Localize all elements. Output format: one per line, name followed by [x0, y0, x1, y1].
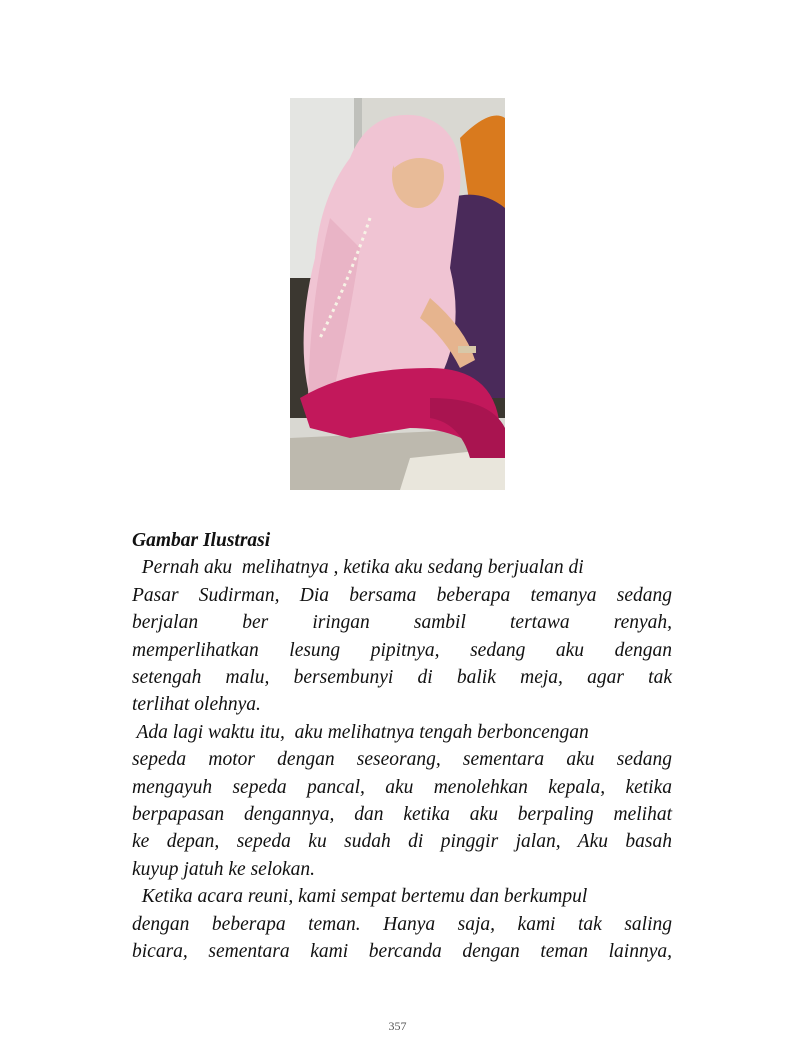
text-line: berpapasan dengannya, dan ketika aku berpaling melihat: [132, 804, 672, 826]
text-line: mengayuh sepeda pancal, aku menolehkan kepala, ketika: [132, 776, 672, 798]
text-line: bicara, sementara kami bercanda dengan teman lainnya,: [132, 941, 672, 963]
body-text: [132, 527, 672, 966]
text-line: memperlihatkan lesung pipitnya, sedang aku dengan: [132, 639, 672, 661]
text-line: kuyup jatuh ke selokan.: [132, 858, 316, 880]
caption-heading: Gambar Ilustrasi: [132, 530, 271, 551]
text-line: Ketika acara reuni, kami sempat bertemu dan berkumpul: [132, 886, 588, 908]
text-line: dengan beberapa teman. Hanya saja, kami tak saling: [132, 913, 672, 935]
page-number: 357: [388, 1019, 407, 1033]
illustration-photo: [290, 98, 505, 490]
photo-scene: [290, 98, 505, 490]
text-line: ke depan, sepeda ku sudah di pinggir jalan, Aku basah: [132, 831, 672, 853]
text-line: Ada lagi waktu itu, aku melihatnya tengah berboncengan: [132, 721, 589, 743]
text-line: berjalan ber iringan sambil tertawa renyah,: [132, 612, 672, 634]
text-line: terlihat olehnya.: [132, 694, 261, 716]
text-line: setengah malu, bersembunyi di balik meja, agar tak: [132, 667, 672, 689]
text-line: Pasar Sudirman, Dia bersama beberapa temanya sedang: [132, 584, 672, 606]
text-line: Pernah aku melihatnya , ketika aku sedang berjualan di: [132, 557, 584, 579]
text-line: sepeda motor dengan seseorang, sementara aku sedang: [132, 749, 672, 771]
